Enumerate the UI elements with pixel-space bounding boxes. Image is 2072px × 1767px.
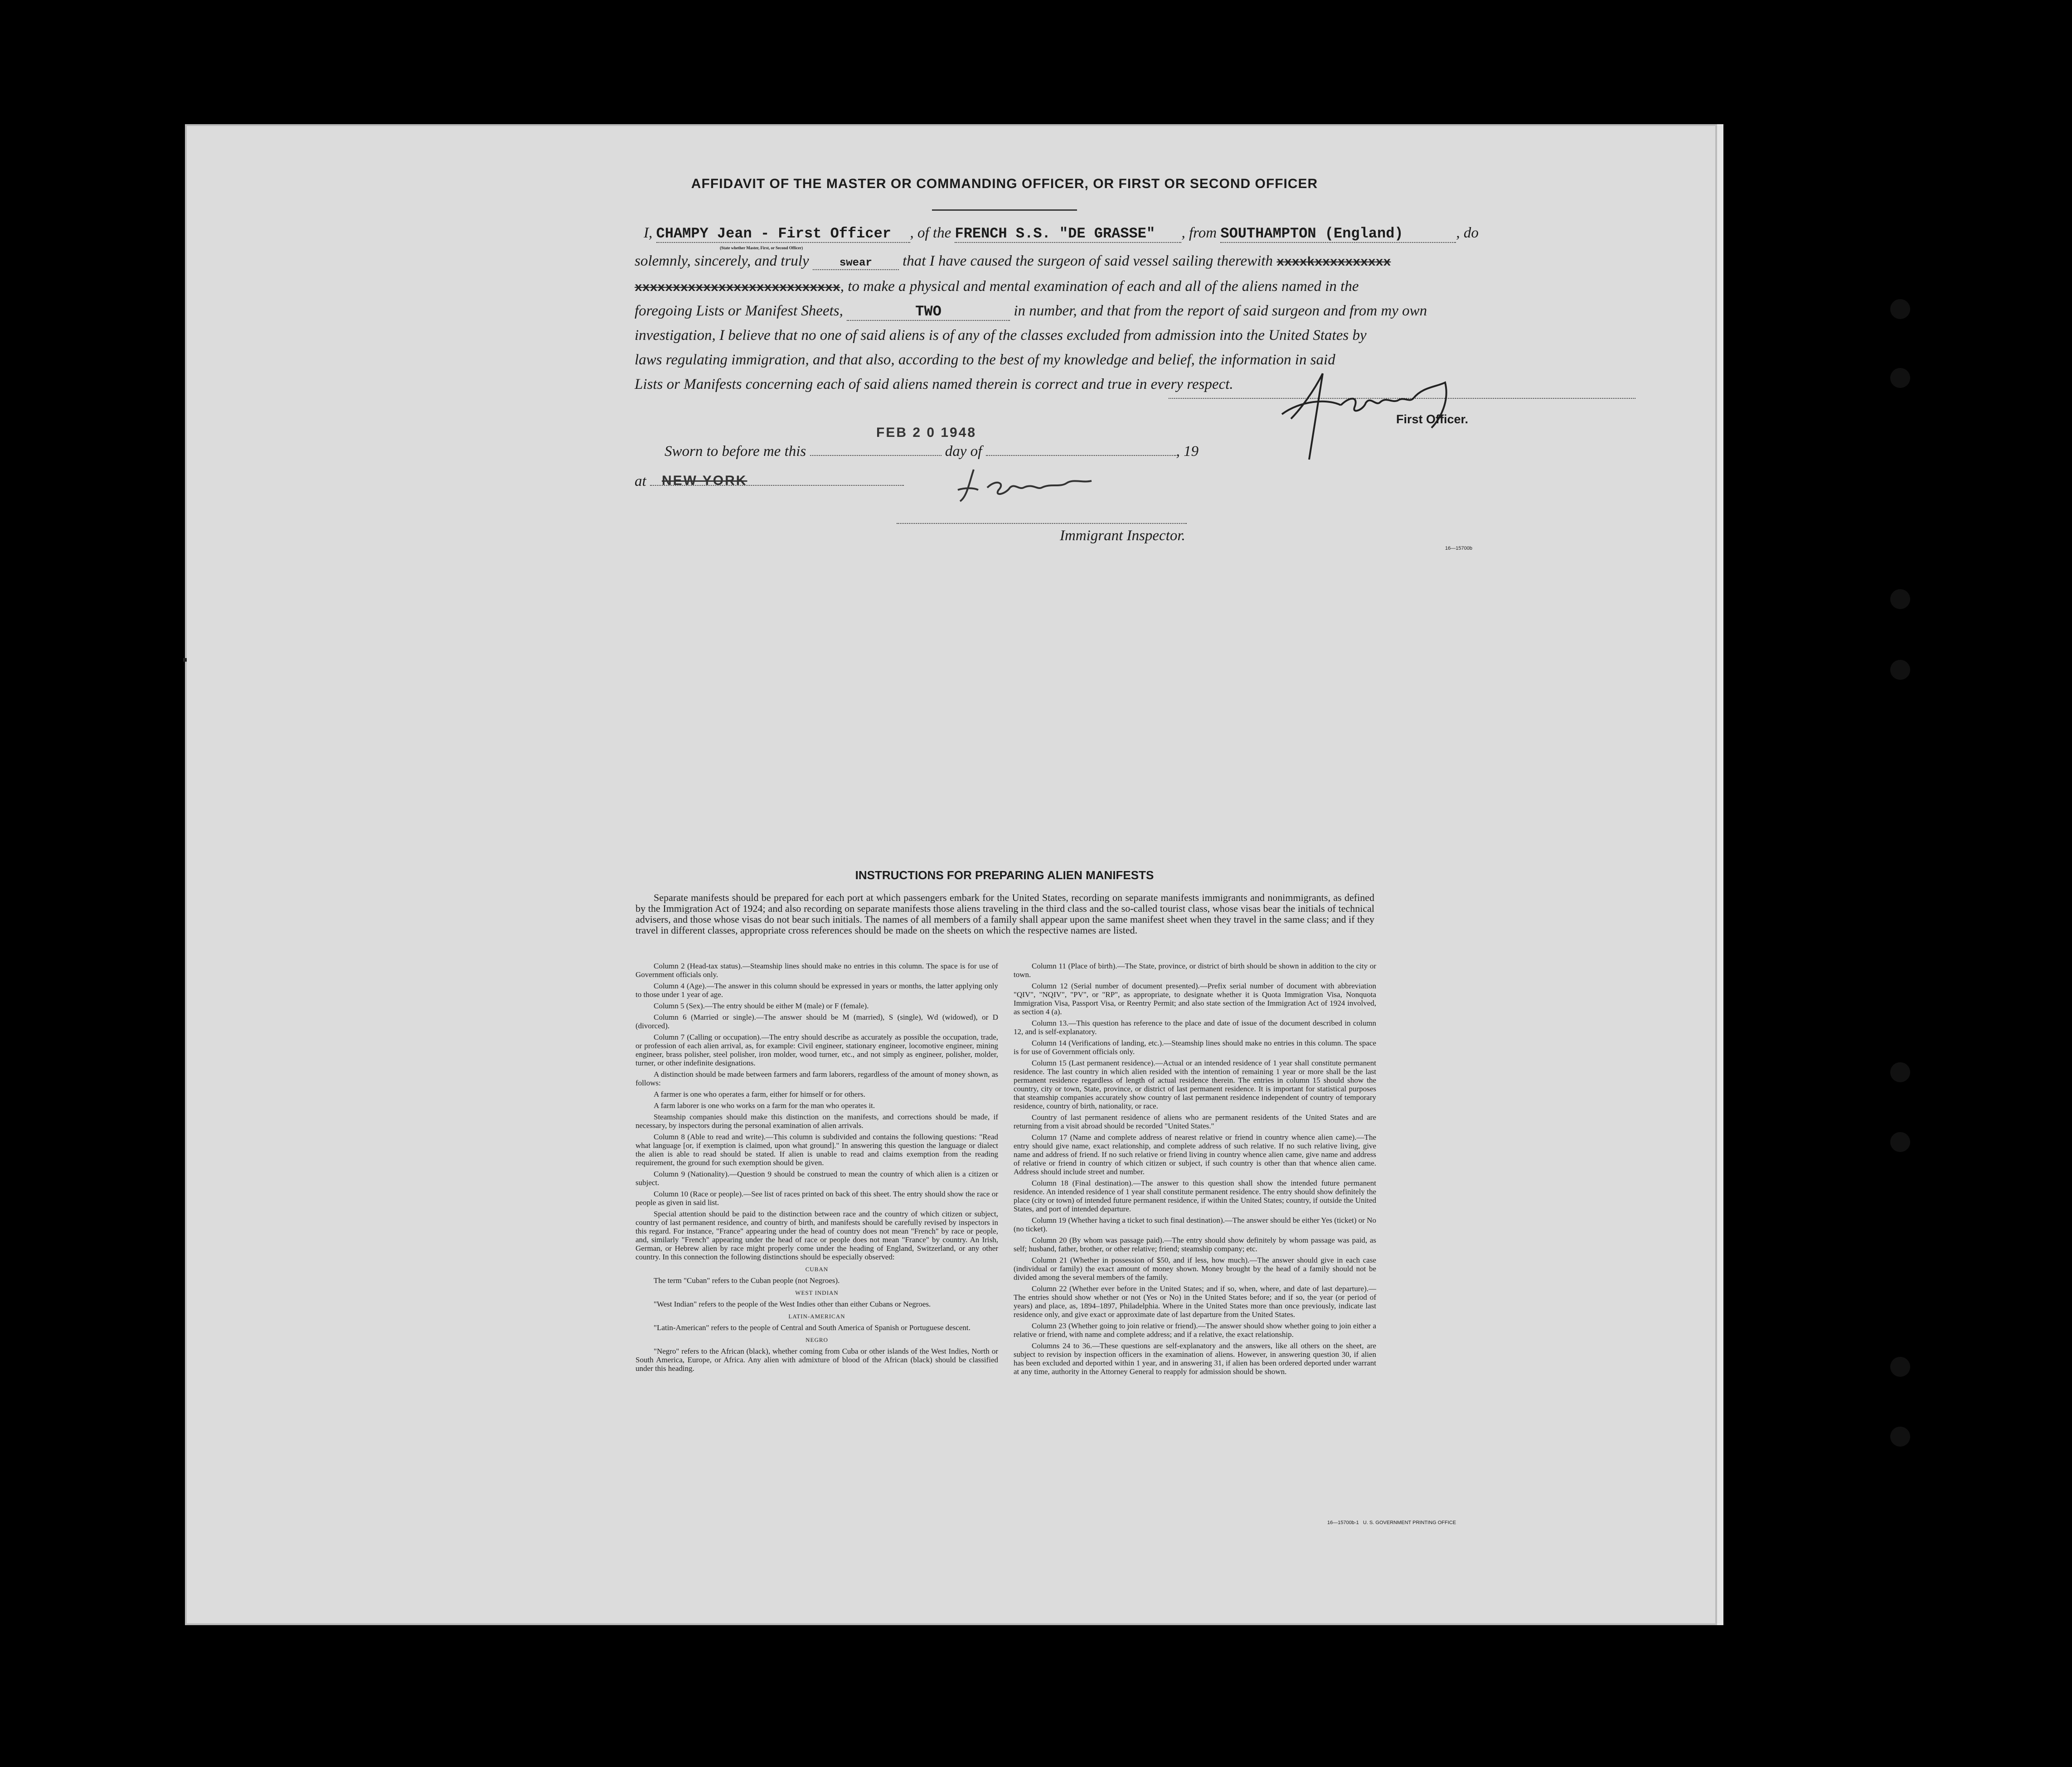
binder-hole xyxy=(1890,368,1910,388)
negro-text: "Negro" refers to the African (black), whether coming from Cuba or other islands of the West Indies, North or South America, Europe, or Africa. Any alien with admixture of blood of the African (black) should be classified under this heading. xyxy=(636,1347,998,1373)
instruction-paragraph: Special attention should be paid to the distinction between race and the country of which citizen or subject, country of last permanent residence, and country of birth, and manifests should be carefully revised by inspectors in this regard. For instance, "France" appearing under the head of country does not mean "French" by race or people, and, similarly "French" appearing under the head of race or people does not mean "France" by country. An Irish, German, or Hebrew alien by race might properly come under the heading of England, Switzerland, or any other country. In this connection the following distinctions should be especially observed: xyxy=(636,1210,998,1261)
affidavit-line-1: I, CHAMPY Jean - First Officer , of the FRENCH S.S. "DE GRASSE" , from SOUTHAMPTON (England) , do xyxy=(644,225,1479,242)
instruction-paragraph: Column 21 (Whether in possession of $50, and if less, how much).—The answer should give in each case (individual or family) the exact amount of money shown. Money brought by the head of a family should not be divided among the several members of the family. xyxy=(1014,1256,1376,1282)
instruction-paragraph: Column 2 (Head-tax status).—Steamship lines should make no entries in this column. The space is for use of Government officials only. xyxy=(636,962,998,979)
rank-caption: (State whether Master, First, or Second Officer) xyxy=(720,246,803,250)
instruction-paragraph: Column 22 (Whether ever before in the United States; and if so, when, where, and date of last departure).—The entries should show whether or not (Yes or No) in the United States before; and if so, the year (or period of years) and place, as, 1894–1897, Philadelphia. Where in the United States more than once previously, indicate last residence only, and give exact or approximate date of last departure from the United States. xyxy=(1014,1284,1376,1319)
west-indian-text: "West Indian" refers to the people of the West Indies other than either Cubans or Negroes. xyxy=(654,1300,931,1308)
manifest-sheet xyxy=(185,124,1717,1625)
binder-hole xyxy=(1890,1357,1910,1377)
cuban-text: The term "Cuban" refers to the Cuban people (not Negroes). xyxy=(654,1276,840,1285)
edge-mark xyxy=(183,658,187,662)
latin-american-text: "Latin-American" refers to the people of Central and South America of Spanish or Portuguese descent. xyxy=(654,1323,970,1332)
inspector-title: Immigrant Inspector. xyxy=(1060,528,1185,544)
officer-name-field: CHAMPY Jean - First Officer xyxy=(656,225,910,243)
inspector-signature xyxy=(956,465,1101,506)
instruction-paragraph: Column 23 (Whether going to join relative or friend).—The answer should show whether going to join either a relative or friend, with name and complete address; and if a relative, the exact relationship. xyxy=(1014,1322,1376,1339)
title-rule xyxy=(932,209,1077,211)
instruction-paragraph: Column 11 (Place of birth).—The State, province, or district of birth should be shown in addition to the city or town. xyxy=(1014,962,1376,979)
instruction-paragraph: Column 9 (Nationality).—Question 9 should be construed to mean the country of which alien is a citizen or subject. xyxy=(636,1170,998,1187)
negro-heading: NEGRO xyxy=(806,1336,828,1343)
instruction-paragraph: Column 19 (Whether having a ticket to such final destination).—The answer should be either Yes (ticket) or No (no ticket). xyxy=(1014,1216,1376,1233)
instructions-title: INSTRUCTIONS FOR PREPARING ALIEN MANIFESTS xyxy=(855,868,1154,882)
struck-text-1: xxxxkxxxxxxxxxx xyxy=(1276,256,1391,270)
vessel-field: FRENCH S.S. "DE GRASSE" xyxy=(955,225,1181,243)
port-field: SOUTHAMPTON (England) xyxy=(1220,225,1456,243)
instruction-paragraph: Column 4 (Age).—The answer in this column should be expressed in years or months, the latter applying only to those under 1 year of age. xyxy=(636,982,998,999)
instruction-paragraph: A farm laborer is one who works on a farm for the man who operates it. xyxy=(654,1101,875,1110)
instruction-paragraph: Column 5 (Sex).—The entry should be either M (male) or F (female). xyxy=(654,1002,869,1010)
instruction-paragraph: Steamship companies should make this distinction on the manifests, and corrections should be made, if necessary, by inspectors during the personal examination of alien arrivals. xyxy=(636,1113,998,1130)
affidavit-line-6: laws regulating immigration, and that also, according to the best of my knowledge and belief, the information in said xyxy=(635,352,1335,368)
instruction-paragraph: Column 13.—This question has reference to the place and date of issue of the document described in column 12, and is self-explanatory. xyxy=(1014,1019,1376,1036)
latin-american-heading: LATIN-AMERICAN xyxy=(788,1313,845,1320)
instructions-left-column xyxy=(636,962,998,1375)
affidavit-line-2: solemnly, sincerely, and truly swear that I have caused the surgeon of said vessel sailing therewith xxxxkxxxxxxxxxx xyxy=(635,253,1391,270)
affidavit-line-5: investigation, I believe that no one of said aliens is of any of the classes excluded from admission into the United States by xyxy=(635,327,1367,344)
date-stamp: FEB 2 0 1948 xyxy=(876,425,977,440)
struck-text-2: xxxxxxxxxxxxxxxxxxxxxxxxxxx xyxy=(635,281,840,295)
binder-hole xyxy=(1890,1132,1910,1152)
officer-signature xyxy=(1273,360,1463,464)
form-code: 16—15700b xyxy=(1445,546,1472,551)
instruction-paragraph: A distinction should be made between farmers and farm laborers, regardless of the amount of money shown, as follows: xyxy=(636,1070,998,1087)
signer-title: First Officer. xyxy=(1396,412,1469,426)
place-stamp: NEW YORK xyxy=(662,473,747,488)
instruction-paragraph: Columns 24 to 36.—These questions are self-explanatory and the answers, like all others on the sheet, are subject to revision by inspection officers in the examination of aliens. However, in answering question 30, if alien has been excluded and deported within 1 year, and in answering 31, if alien has been ordered deported under warrant at any time, authority in the Attorney General to reapply for admission should be shown. xyxy=(1014,1341,1376,1376)
sheets-count-field: TWO xyxy=(847,303,1010,321)
cuban-heading: CUBAN xyxy=(805,1266,829,1273)
instruction-paragraph: Column 14 (Verifications of landing, etc.).—Steamship lines should make no entries in this column. The space is for use of Government officials only. xyxy=(1014,1039,1376,1056)
instruction-paragraph: Column 18 (Final destination).—The answer to this question shall show the intended future permanent residence. An intended residence of 1 year shall constitute permanent residence. The entry should show definitely the place (city or town) of intended future permanent residence, if within the United States; country, if outside the United States, and port of intended departure. xyxy=(1014,1179,1376,1213)
instructions-right-column xyxy=(1014,962,1376,1379)
instruction-paragraph: Country of last permanent residence of aliens who are permanent residents of the United States and are returning from a visit abroad should be recorded "United States." xyxy=(1014,1113,1376,1130)
instruction-paragraph: Column 17 (Name and complete address of nearest relative or friend in country whence alien came).—The entry should give name, exact relationship, and complete address of such relative. If no such relative living, give name and address of friend. If no such relative or friend living in country whence alien came, give name and address of relative or friend in country of which citizen or subject, if such country is other than that whence alien came. Address should include street and number. xyxy=(1014,1133,1376,1176)
binder-hole xyxy=(1890,1427,1910,1447)
binder-hole xyxy=(1890,589,1910,609)
affidavit-line-7: Lists or Manifests concerning each of said aliens named therein is correct and true in every respect. xyxy=(635,376,1233,392)
instruction-paragraph: A farmer is one who operates a farm, either for himself or for others. xyxy=(654,1090,865,1099)
affidavit-line-3: xxxxxxxxxxxxxxxxxxxxxxxxxxx, to make a physical and mental examination of each and all of the aliens named in the xyxy=(635,278,1359,295)
affidavit-title: AFFIDAVIT OF THE MASTER OR COMMANDING OFFICER, OR FIRST OR SECOND OFFICER xyxy=(691,176,1318,191)
inspector-signature-line xyxy=(897,523,1187,525)
at-line: at xyxy=(635,473,904,490)
printer-imprint: U. S. GOVERNMENT PRINTING OFFICE xyxy=(1363,1520,1456,1525)
instruction-paragraph: Column 15 (Last permanent residence).—Actual or an intended residence of 1 year shall constitute permanent residence. The last country in which alien resided with the intention of remaining 1 year or more shall be the last permanent residence regardless of length of actual residence therein. The entries in column 15 should show the country, city or town, State, province, or district of last permanent residence. It is important for statistical purposes that steamship companies accurately show country of last permanent residence independent of country of temporary residence, country of birth, nationality, or race. xyxy=(1014,1059,1376,1110)
instructions-intro: Separate manifests should be prepared for each port at which passengers embark for the United States, recording on separate manifests immigrants and nonimmigrants, as defined by the Immigration Act of 1924; and also recording on separate manifests those aliens traveling in the third class and the so-called tourist class, whose visas bear the initials of technical advisers, and those whose visas do not bear such initials. The names of all members of a family shall appear upon the same manifest sheet when they travel in the same class; and if they travel in different classes, appropriate cross references should be made on the sheets on which the respective names are listed. xyxy=(636,892,1374,936)
binder-hole xyxy=(1890,660,1910,680)
instruction-paragraph: Column 8 (Able to read and write).—This column is subdivided and contains the following questions: "Read what language [or, if exemption is claimed, upon what ground]." In answering this question the language or dialect the alien is able to read should be stated. If alien is unable to read and claims exemption from the reading requirement, the ground for such exemption should be given. xyxy=(636,1133,998,1167)
instruction-paragraph: Column 6 (Married or single).—The answer should be M (married), S (single), Wd (widowed), or D (divorced). xyxy=(636,1013,998,1030)
instruction-paragraph: Column 12 (Serial number of document presented).—Prefix serial number of document with abbreviation "QIV", "NQIV", "PV", or "RP", as appropriate, to designate whether it is Quota Immigration Visa, Nonquota Immigration Visa, Passport Visa, or Reentry Permit; and also state section of the Immigration Act of 1924 involved, as section 4 (a). xyxy=(1014,982,1376,1016)
binder-hole xyxy=(1890,299,1910,319)
instruction-paragraph: Column 20 (By whom was passage paid).—The entry should show definitely by whom passage was paid, as self; husband, father, brother, or other relative; friend; steamship company; etc. xyxy=(1014,1236,1376,1253)
binder-hole xyxy=(1890,1062,1910,1082)
page-edge xyxy=(1717,124,1723,1625)
affidavit-line-4: foregoing Lists or Manifest Sheets, TWO in number, and that from the report of said surgeon and from my own xyxy=(635,303,1427,320)
sworn-line: Sworn to before me this day of , 19 xyxy=(665,443,1199,460)
west-indian-heading: WEST INDIAN xyxy=(795,1289,839,1296)
instruction-paragraph: Column 7 (Calling or occupation).—The entry should describe as accurately as possible the occupation, trade, or profession of each alien arrival, as, for example: Civil engineer, stationary engineer, locomotive engineer, mining engineer, brass polisher, steel polisher, iron molder, wood turner, etc., and not simply as engineer, polisher, molder, turner, or other indefinite designations. xyxy=(636,1033,998,1067)
footer-form-code: 16—15700b-1 U. S. GOVERNMENT PRINTING OFFICE xyxy=(1327,1520,1456,1525)
oath-field: swear xyxy=(813,257,899,270)
instruction-paragraph: Column 10 (Race or people).—See list of races printed on back of this sheet. The entry should show the race or people as given in said list. xyxy=(636,1190,998,1207)
